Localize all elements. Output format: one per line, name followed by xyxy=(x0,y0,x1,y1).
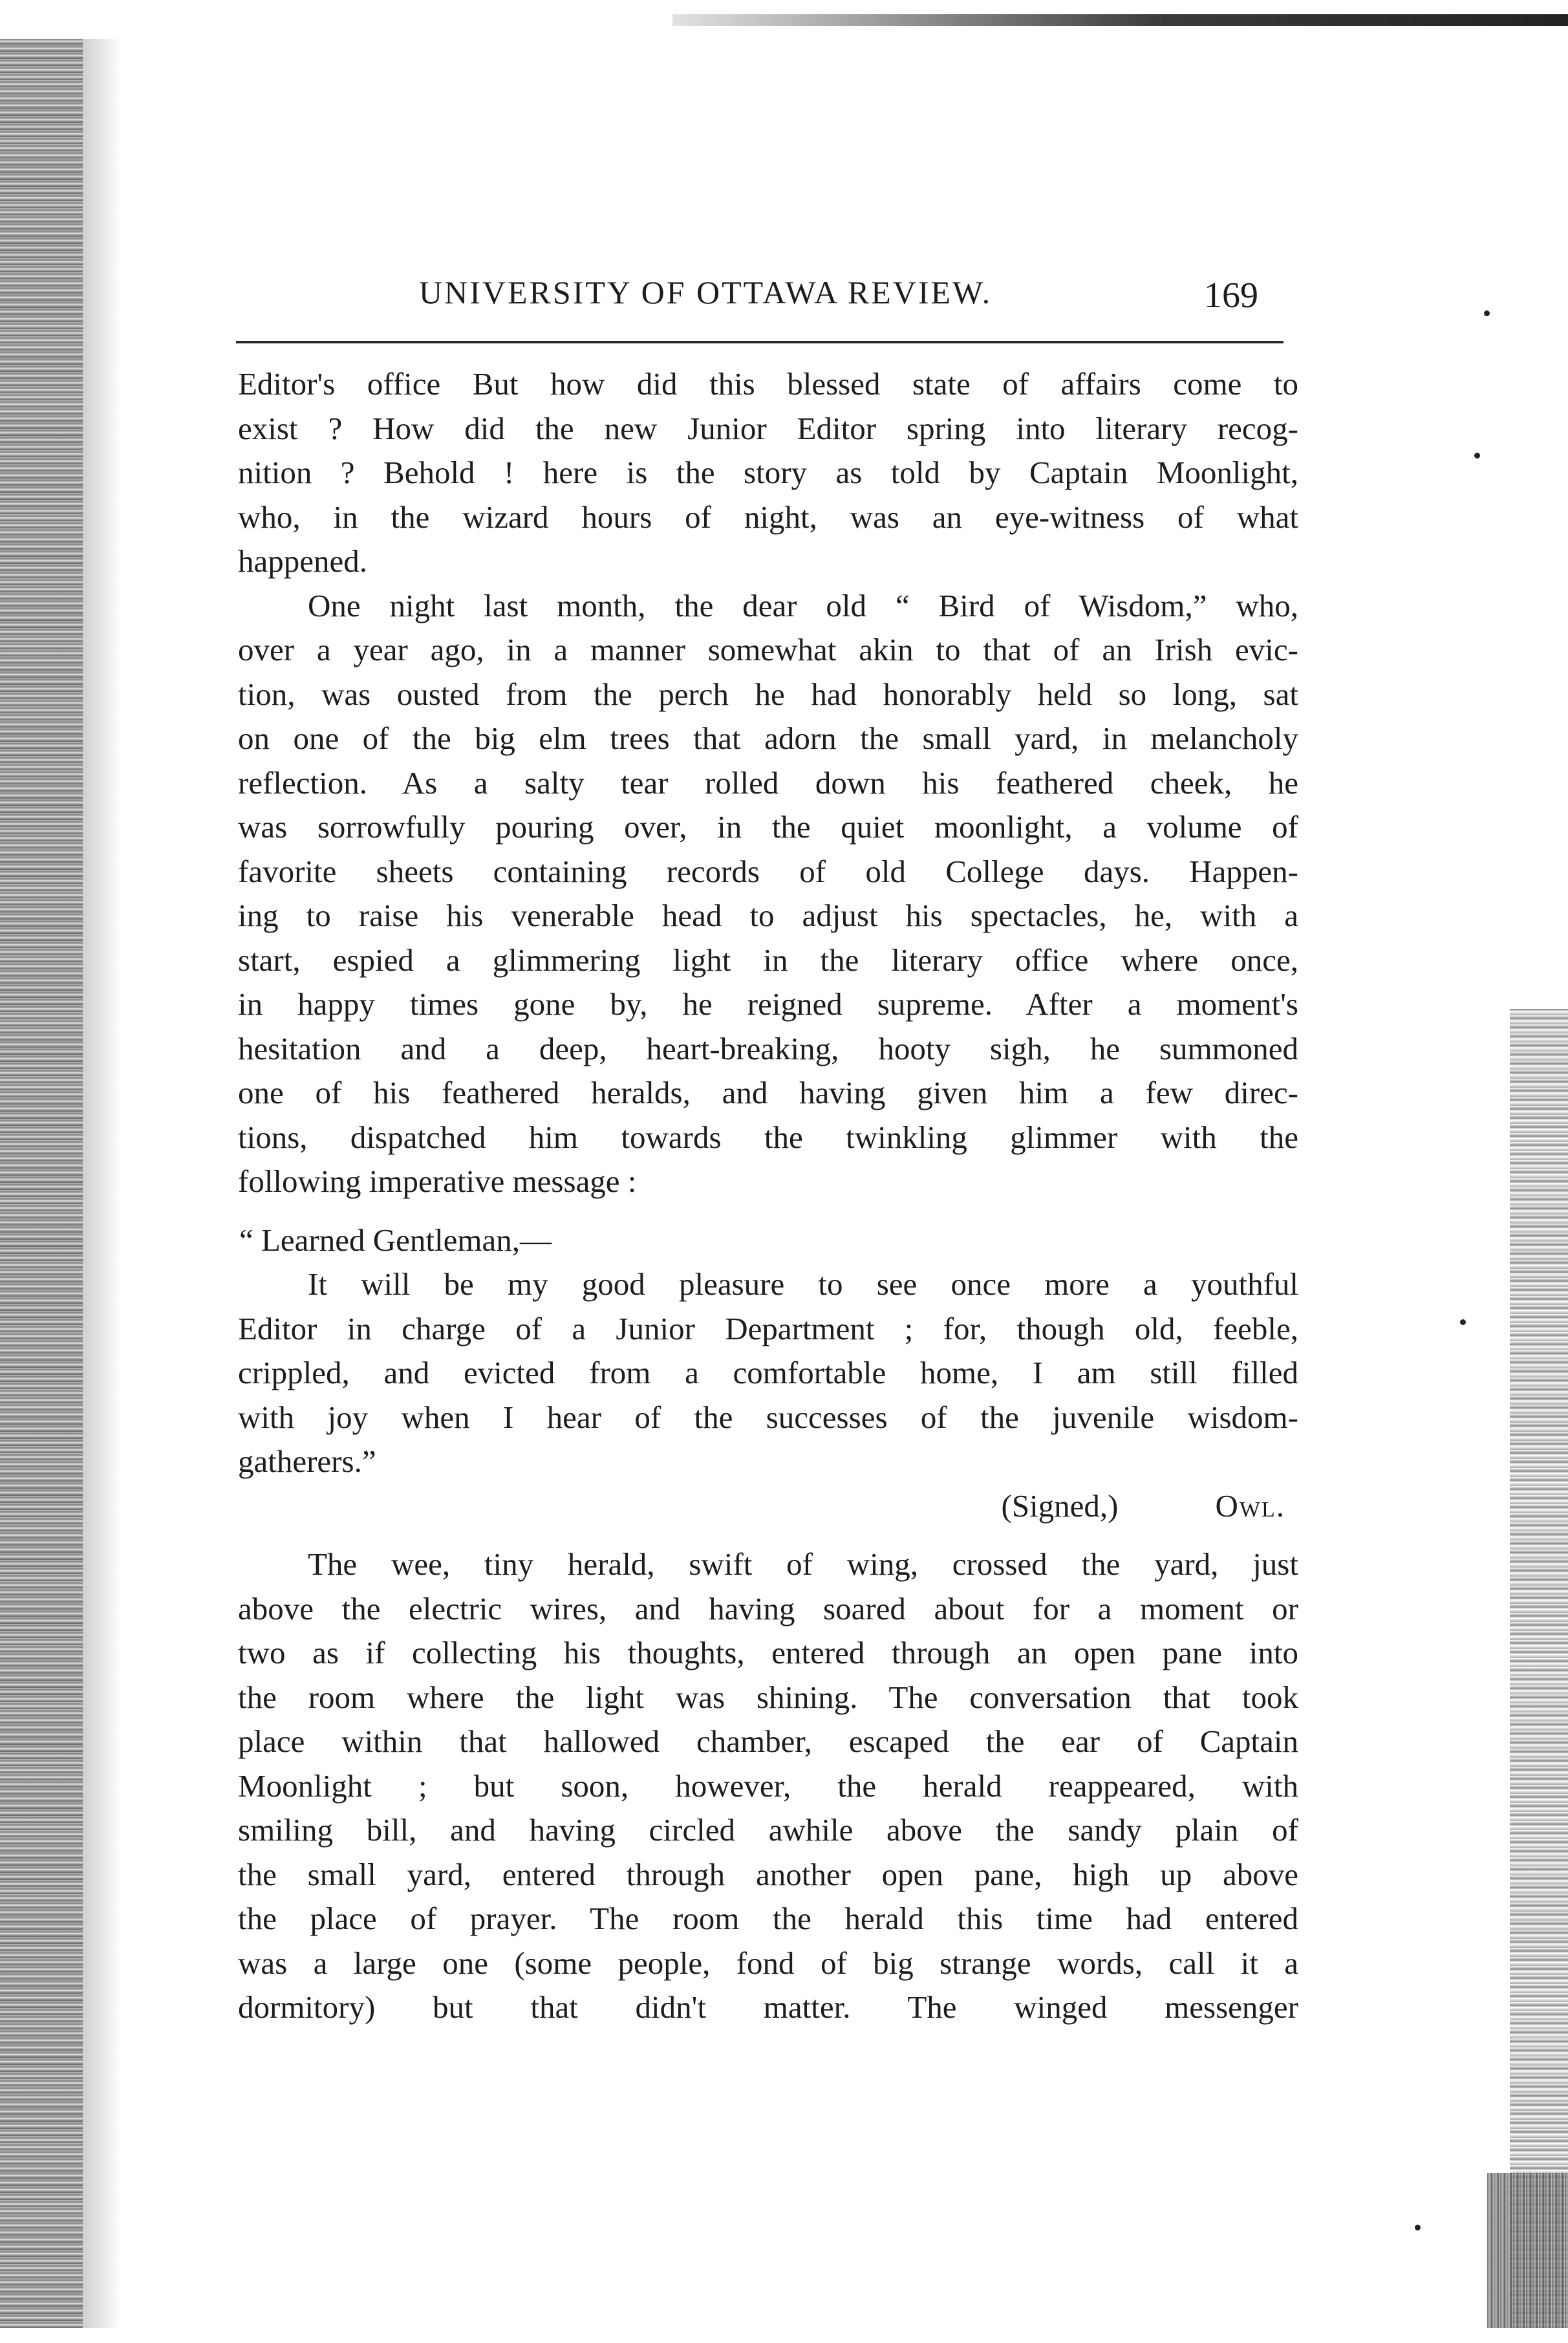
text-line: The wee, tiny herald, swift of wing, crossed the yard, just xyxy=(308,1546,1298,1582)
text-line: with joy when I hear of the successes of the juvenile wisdom- xyxy=(238,1399,1298,1435)
text-line: happened. xyxy=(238,543,367,579)
text-line: above the electric wires, and having soared about for a moment or xyxy=(238,1590,1298,1626)
text-line: the small yard, entered through another open pane, high up above xyxy=(238,1856,1298,1892)
journal-title: UNIVERSITY OF OTTAWA REVIEW. xyxy=(419,274,993,310)
scan-top-edge xyxy=(672,14,1568,26)
text-line: Editor's office But how did this blessed state of affairs come to xyxy=(238,366,1298,402)
paragraph-3 xyxy=(238,1542,1298,2030)
text-line: Editor in charge of a Junior Department ; for, though old, feeble, xyxy=(238,1310,1298,1346)
text-line: favorite sheets containing records of old College days. Happen- xyxy=(238,853,1298,889)
running-head xyxy=(233,262,1293,327)
letter-salutation: “ Learned Gentleman,— xyxy=(239,1222,552,1258)
scan-speck xyxy=(1484,310,1490,316)
text-line: in happy times gone by, he reigned supreme. After a moment's xyxy=(238,986,1298,1022)
text-line: reflection. As a salty tear rolled down his feathered cheek, he xyxy=(238,764,1298,801)
scan-speck xyxy=(1415,2225,1421,2230)
text-line: Moonlight ; but soon, however, the herald reappeared, with xyxy=(238,1767,1298,1804)
text-line: tion, was ousted from the perch he had honorably held so long, sat xyxy=(238,676,1298,712)
text-line: the place of prayer. The room the herald this time had entered xyxy=(238,1901,1298,1936)
scan-speck xyxy=(1474,453,1480,459)
paragraph-gap xyxy=(238,1528,1298,1542)
header-rule xyxy=(236,341,1283,343)
text-line: two as if collecting his thoughts, entered through an open pane into xyxy=(238,1635,1298,1670)
text-line: over a year ago, in a manner somewhat akin to that of an Irish evic- xyxy=(238,632,1298,667)
text-line: tions, dispatched him towards the twinkling glimmer with the xyxy=(238,1119,1298,1155)
text-line: dormitory) but that didn't matter. The winged messenger xyxy=(238,1989,1298,2025)
text-line: one of his feathered heralds, and having given him a few direc- xyxy=(238,1075,1298,1110)
text-line: crippled, and evicted from a comfortable home, I am still filled xyxy=(238,1355,1298,1390)
letter xyxy=(238,1218,1298,1529)
scan-right-edge xyxy=(1510,1009,1568,2328)
text-line: nition ? Behold ! here is the story as told by Captain Moonlight, xyxy=(238,455,1298,490)
text-line: ing to raise his venerable head to adjust his spectacles, he, with a xyxy=(238,898,1298,933)
text-line: the room where the light was shining. The conversation that took xyxy=(238,1679,1298,1715)
text-line: hesitation and a deep, heart-breaking, hooty sigh, he summoned xyxy=(238,1030,1298,1066)
text-line: exist ? How did the new Junior Editor spring into literary recog- xyxy=(238,410,1298,446)
article-text xyxy=(238,362,1298,2030)
scan-speck xyxy=(1460,1319,1466,1325)
text-line: start, espied a glimmering light in the literary office where once, xyxy=(238,942,1298,978)
signer-name: Owl. xyxy=(1215,1487,1285,1524)
text-line: smiling bill, and having circled awhile above the sandy plain of xyxy=(238,1812,1298,1848)
text-line: gatherers.” xyxy=(238,1443,376,1479)
text-line: on one of the big elm trees that adorn the small yard, in melancholy xyxy=(238,720,1298,756)
text-line: was a large one (some people, fond of big strange words, call it a xyxy=(238,1945,1298,1981)
paragraph-2 xyxy=(238,584,1298,1204)
paragraph-gap xyxy=(238,1204,1298,1218)
text-line: One night last month, the dear old “ Bird of Wisdom,” who, xyxy=(308,587,1298,623)
letter-signature xyxy=(238,1484,1298,1529)
page-number: 169 xyxy=(1204,275,1258,316)
scan-binding-edge xyxy=(0,39,83,2328)
text-line: It will be my good pleasure to see once more a youthful xyxy=(308,1266,1298,1302)
paragraph-1 xyxy=(238,362,1298,584)
scan-right-edge-bottom xyxy=(1487,2173,1568,2328)
text-line: was sorrowfully pouring over, in the quiet moonlight, a volume of xyxy=(238,809,1298,845)
scan-binding-shadow xyxy=(83,39,122,2328)
text-line: following imperative message : xyxy=(238,1163,637,1199)
signed-label: (Signed,) xyxy=(1001,1487,1119,1524)
text-line: place within that hallowed chamber, escaped the ear of Captain xyxy=(238,1723,1298,1759)
text-line: who, in the wizard hours of night, was an eye-witness of what xyxy=(238,499,1298,535)
